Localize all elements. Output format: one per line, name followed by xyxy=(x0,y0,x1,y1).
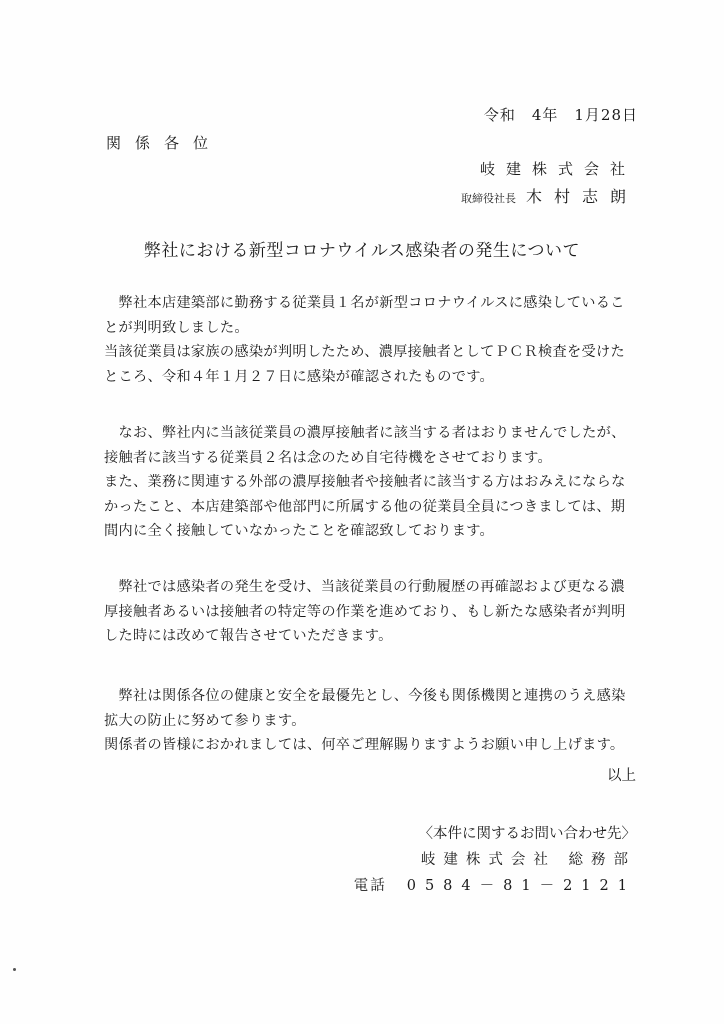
body-paragraph xyxy=(104,291,642,389)
phone-label: 電話 xyxy=(353,878,387,894)
recipients-line: 関係各位 xyxy=(106,134,223,152)
paragraph-line: なお、弊社内に当該従業員の濃厚接触者に該当する者はおりませんでしたが、 xyxy=(104,425,626,441)
signer-name: 木村志朗 xyxy=(525,187,638,206)
body-paragraph xyxy=(104,575,642,649)
closing-mark: 以上 xyxy=(607,768,636,784)
paragraph-line: とが判明致しました。 xyxy=(104,319,249,336)
paragraph-line: 当該従業員は家族の感染が判明したため、濃厚接触者としてＰＣＲ検査を受けた xyxy=(104,344,625,360)
paragraph-line: また、業務に関連する外部の濃厚接触者や接触者に該当する方はおみえにならな xyxy=(104,474,626,490)
body-paragraph xyxy=(104,421,642,544)
paragraph-line: 厚接触者あるいは接触者の特定等の作業を進めており、もし新たな感染者が判明 xyxy=(104,603,626,620)
body-paragraph xyxy=(104,684,642,758)
contact-phone xyxy=(354,874,636,895)
paragraph-line: 弊社では感染者の発生を受け、当該従業員の行動履歴の再確認および更なる濃 xyxy=(104,579,625,595)
phone-number: 0584－81－2121 xyxy=(406,878,636,894)
paragraph-line: した時には改めて報告させていただきます。 xyxy=(104,628,393,644)
paragraph-line: 弊社本店建築部に勤務する従業員１名が新型コロナウイルスに感染しているこ xyxy=(104,295,625,311)
paragraph-line: 弊社は関係各位の健康と安全を最優先とし、今後も関係機関と連携のうえ感染 xyxy=(104,688,626,704)
paragraph-line: 拡大の防止に努めて参ります。 xyxy=(104,712,306,729)
paragraph-line: 接触者に該当する従業員２名は念のため自宅待機をさせております。 xyxy=(104,449,552,466)
signer-block xyxy=(461,184,638,207)
paragraph-line: かったこと、本店建築部や他部門に所属する他の従業員全員につきましては、期 xyxy=(104,498,626,515)
paragraph-line: ところ、令和４年１月２７日に感染が確認されたものです。 xyxy=(104,368,495,385)
document-title: 弊社における新型コロナウイルス感染者の発生について xyxy=(143,241,581,261)
document-date: 令和 4年 1月28日 xyxy=(483,106,638,124)
paragraph-line: 関係者の皆様におかれましては、何卒ご理解賜りますようお願い申し上げます。 xyxy=(104,737,625,753)
paragraph-line: 間内に全く接触していなかったことを確認致しております。 xyxy=(104,523,495,539)
signer-title: 取締役社長 xyxy=(460,192,516,205)
scan-speck xyxy=(13,968,16,971)
issuer-company: 岐建株式会社 xyxy=(479,160,636,178)
contact-heading: 〈本件に関するお問い合わせ先〉 xyxy=(418,826,636,842)
contact-company: 岐建株式会社 総務部 xyxy=(420,852,636,868)
